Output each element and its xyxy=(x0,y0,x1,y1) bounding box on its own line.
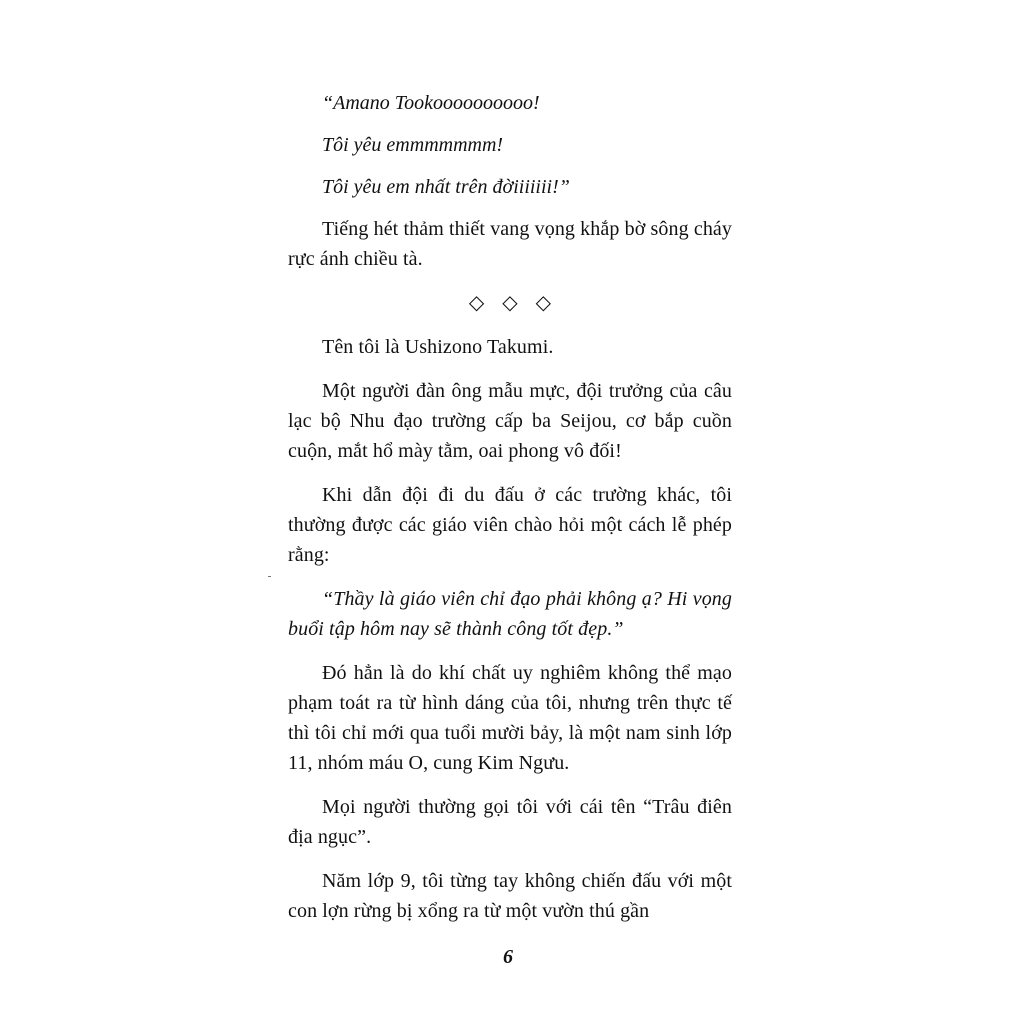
italic-teacher-quote: “Thầy là giáo viên chỉ đạo phải không ạ? Hi vọng buổi tập hôm nay sẽ thành công tốt đẹp.” xyxy=(288,588,732,640)
paragraph-boar-fight: Năm lớp 9, tôi từng tay không chiến đấu với một con lợn rừng bị xổng ra từ một vườn thú gần xyxy=(288,870,732,922)
paragraph-real-age: Đó hẳn là do khí chất uy nghiêm không thể mạo phạm toát ra từ hình dáng của tôi, nhưng trên thực tế thì tôi chỉ mới qua tuổi mười bảy, là một nam sinh lớp 11, nhóm máu O, cung Kim Ngưu. xyxy=(288,662,732,774)
print-speck xyxy=(268,576,271,577)
paragraph-shout-echo: Tiếng hét thảm thiết vang vọng khắp bờ sông cháy rực ánh chiều tà. xyxy=(288,218,732,270)
paragraph-name-intro: Tên tôi là Ushizono Takumi. xyxy=(322,336,554,358)
paragraph-away-matches: Khi dẫn đội đi du đấu ở các trường khác, tôi thường được các giáo viên chào hỏi một cách lễ phép rằng: xyxy=(288,484,732,566)
opening-quote-line-3: Tôi yêu em nhất trên đờiiiiiii!” xyxy=(322,176,570,198)
page-number: 6 xyxy=(503,946,513,968)
paragraph-nickname: Mọi người thường gọi tôi với cái tên “Trâu điên địa ngục”. xyxy=(288,796,732,848)
paragraph-self-description: Một người đàn ông mẫu mực, đội trưởng của câu lạc bộ Nhu đạo trường cấp ba Seijou, cơ bắp cuồn cuộn, mắt hổ mày tằm, oai phong vô đối! xyxy=(288,380,732,462)
opening-quote-line-2: Tôi yêu emmmmmmm! xyxy=(322,134,504,156)
opening-quote-line-1: “Amano Tookoooooooooo! xyxy=(322,92,540,114)
section-divider-diamonds-icon: ◇◇◇ xyxy=(468,292,570,314)
page-text-block xyxy=(288,88,732,940)
